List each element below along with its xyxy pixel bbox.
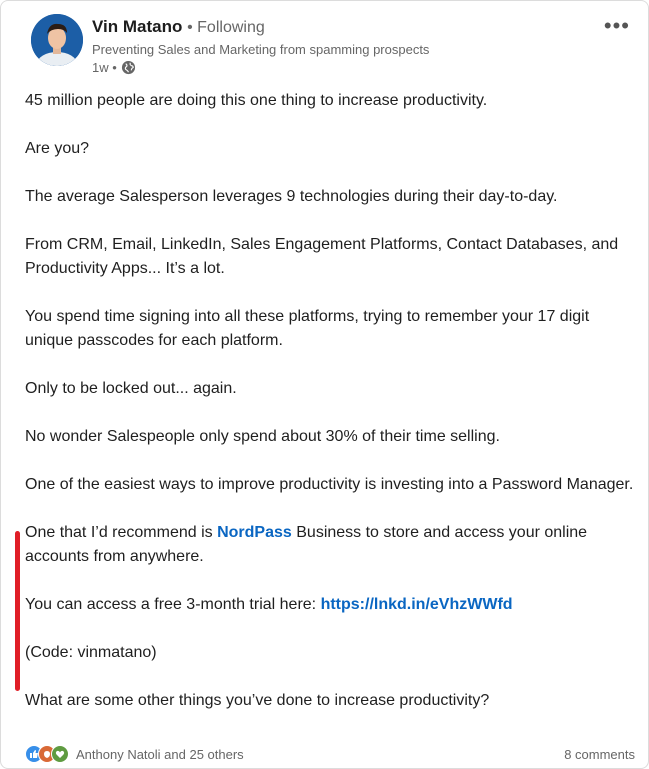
avatar[interactable] <box>31 14 83 66</box>
trial-link[interactable]: https://lnkd.in/eVhzWWfd <box>320 596 513 613</box>
author-headline: Preventing Sales and Marketing from spamming prospects <box>92 42 430 57</box>
post-paragraph: No wonder Salespeople only spend about 30% of their time selling. <box>25 428 500 445</box>
highlight-bar <box>15 531 20 691</box>
reactions-summary[interactable] <box>25 745 244 763</box>
trial-text: You can access a free 3-month trial here: <box>25 596 321 613</box>
post-paragraph: Are you? <box>25 140 90 157</box>
recommend-text-end: Business to store and access your online accounts from anywhere. <box>25 524 588 565</box>
support-reaction-icon <box>51 745 69 763</box>
post-paragraph: From CRM, Email, LinkedIn, Sales Engagement Platforms, Contact Databases, and Productivity Apps... It’s a lot. <box>25 236 619 277</box>
reactors-text[interactable]: Anthony Natoli and 25 others <box>76 746 244 762</box>
post-paragraph-code: (Code: vinmatano) <box>25 644 157 661</box>
post-paragraph-trial <box>25 593 635 617</box>
more-options-icon[interactable]: ••• <box>603 13 630 38</box>
social-counts <box>25 743 635 765</box>
post-paragraph-recommend <box>25 521 635 569</box>
post-paragraph: 45 million people are doing this one thing to increase productivity. <box>25 92 488 109</box>
post-meta <box>92 60 136 75</box>
post-paragraph-question: What are some other things you’ve done to increase productivity? <box>25 692 490 709</box>
author-name-text[interactable]: Vin Matano <box>92 17 183 36</box>
nordpass-mention-link[interactable]: NordPass <box>217 524 292 541</box>
post-paragraph: The average Salesperson leverages 9 technologies during their day-to-day. <box>25 188 558 205</box>
reaction-icons <box>25 745 64 763</box>
author-name[interactable] <box>92 17 265 37</box>
post-body <box>25 89 635 737</box>
recommend-text: One that I’d recommend is <box>25 524 218 541</box>
post-paragraph: You spend time signing into all these platforms, trying to remember your 17 digit unique passcodes for each platform. <box>25 308 590 349</box>
follow-status: • Following <box>187 19 265 36</box>
post-paragraph: One of the easiest ways to improve productivity is investing into a Password Manager. <box>25 476 634 493</box>
post-paragraph: Only to be locked out... again. <box>25 380 237 397</box>
globe-icon <box>121 60 136 75</box>
comments-count[interactable]: 8 comments <box>564 746 635 762</box>
post-time: 1w • <box>92 60 117 75</box>
